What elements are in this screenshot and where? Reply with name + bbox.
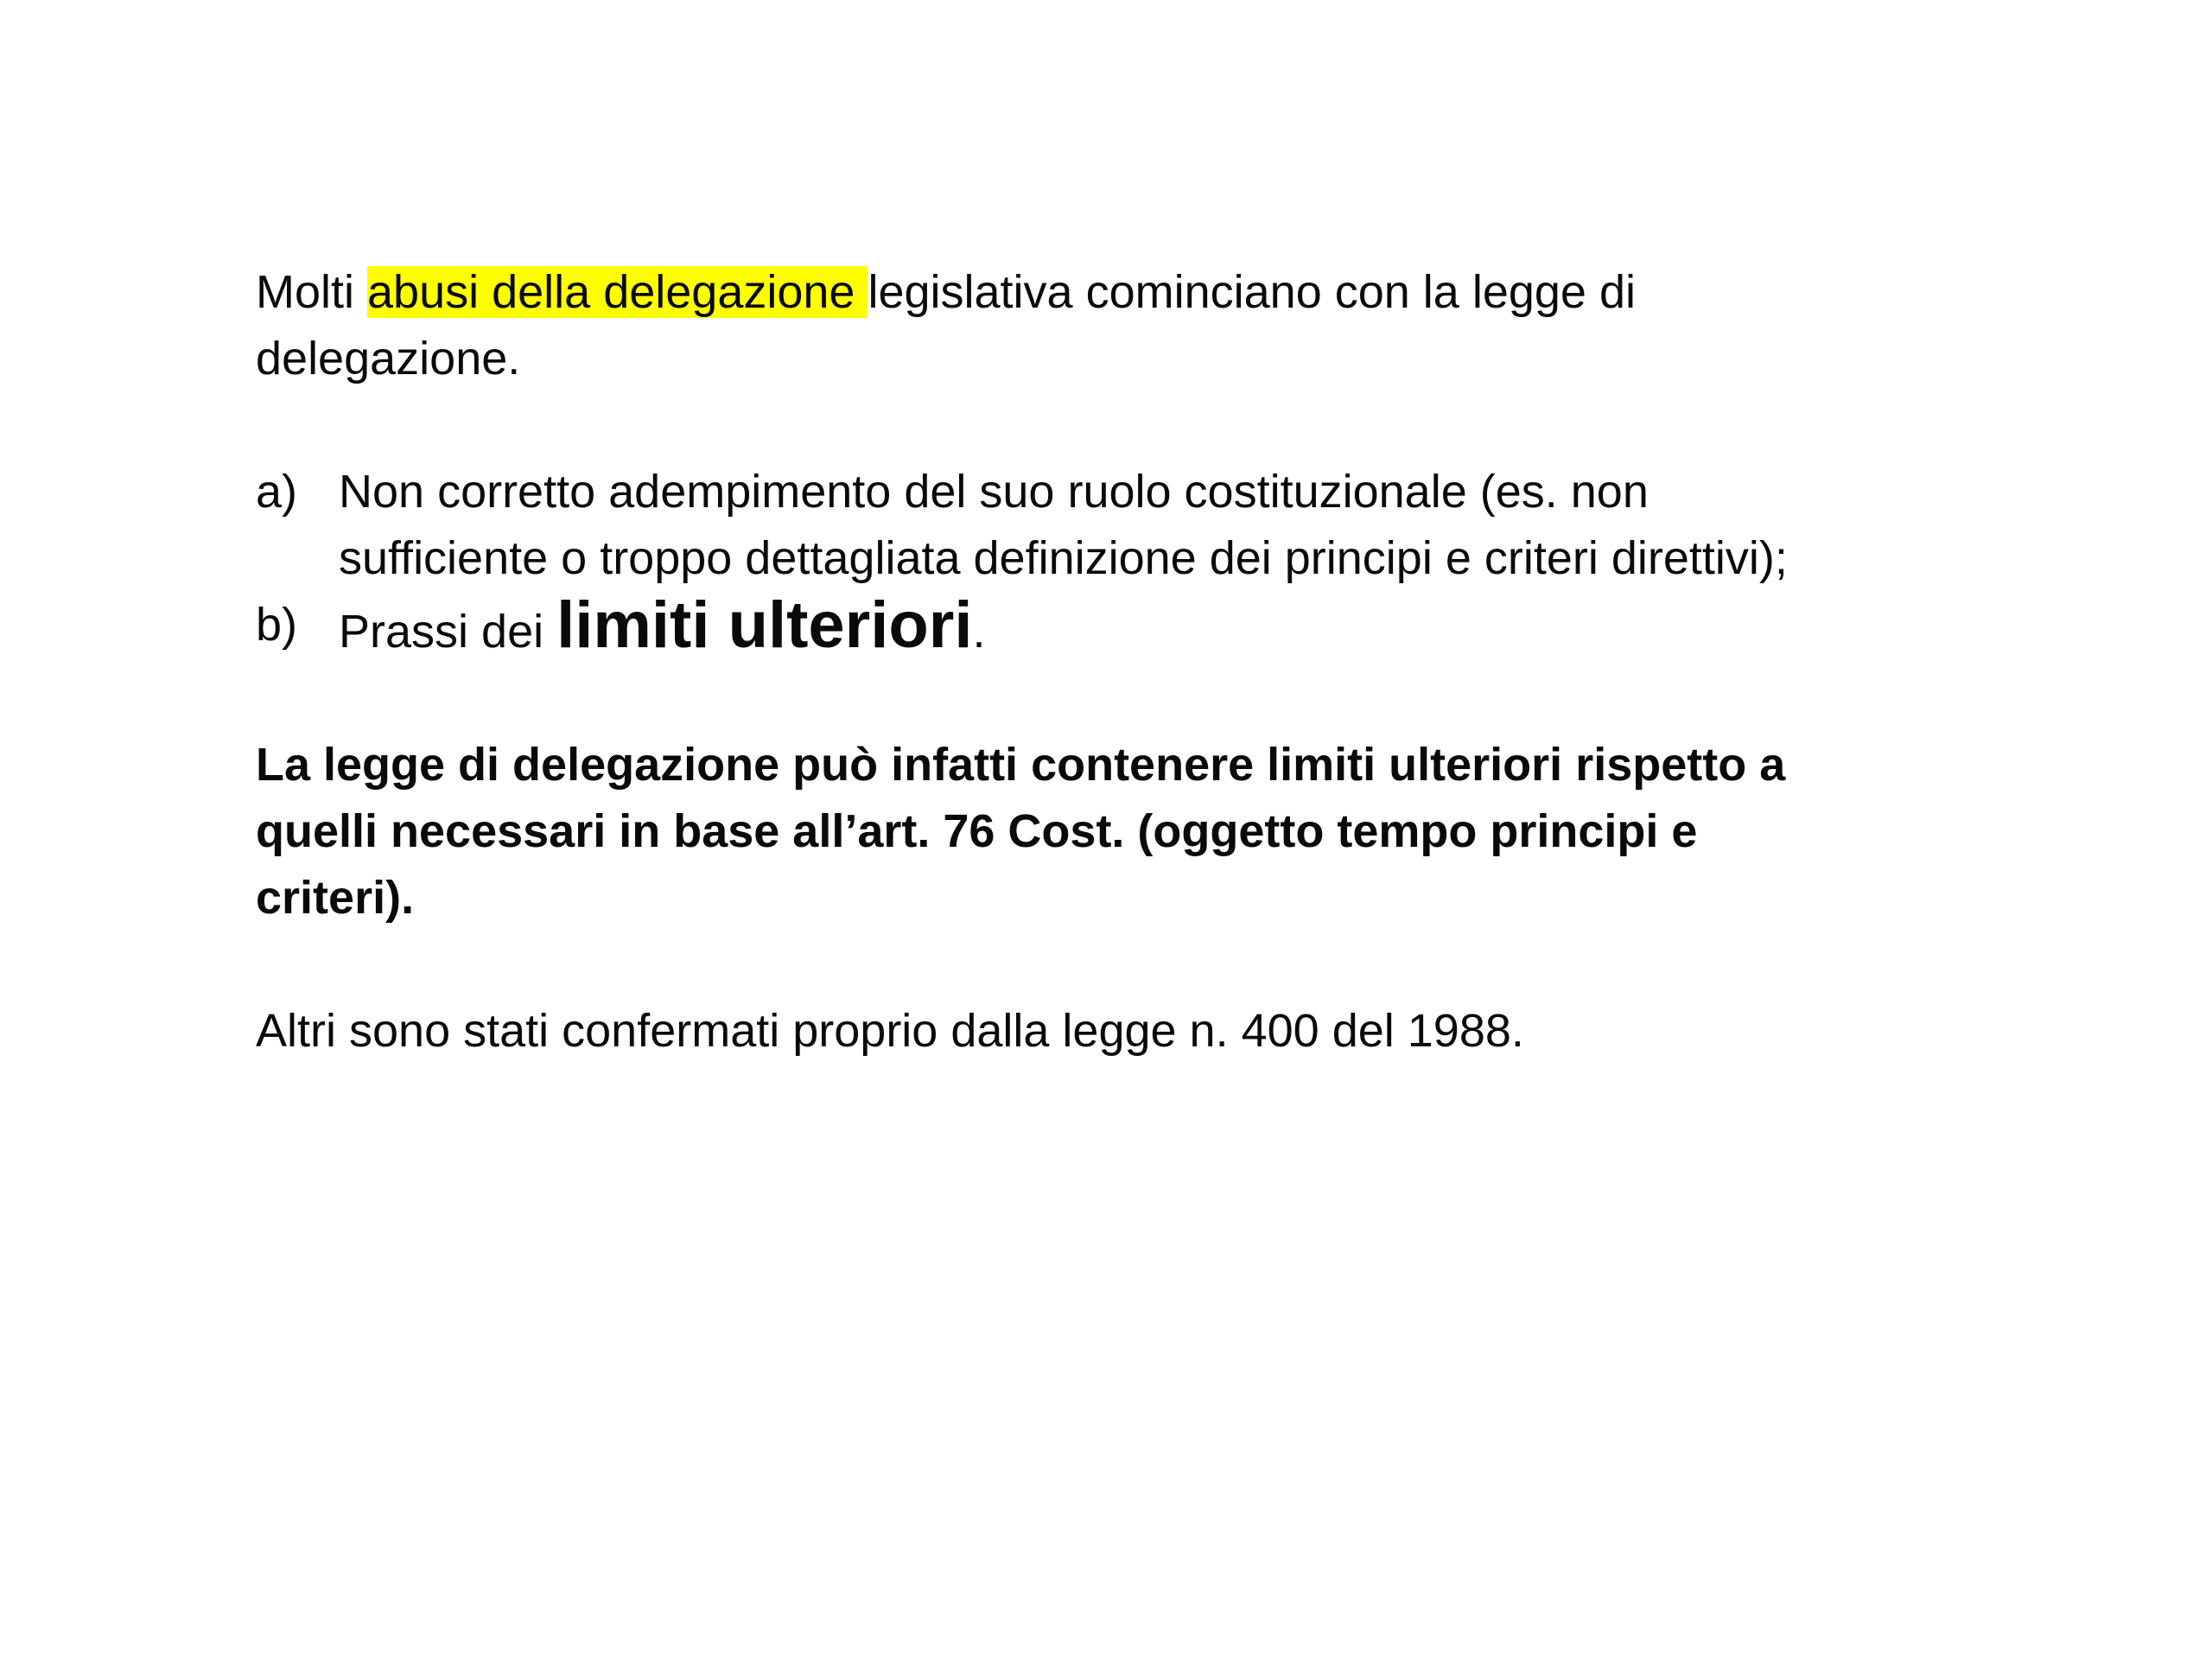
closing-paragraph: Altri sono stati confermati proprio dalla legge n. 400 del 1988. <box>256 1005 1524 1057</box>
list-item-a <box>256 459 1828 592</box>
intro-suffix: legislativa cominciano con la legge di delegazione. <box>256 266 1636 385</box>
list-marker-b: b) <box>256 599 298 651</box>
bold-paragraph: La legge di delegazione può infatti contenere limiti ulteriori rispetto a quelli necessari in base all’art. 76 Cost. (oggetto tempo principi e criteri). <box>256 739 1786 924</box>
intro-prefix: Molti <box>256 266 368 318</box>
list-marker-a: a) <box>256 466 298 518</box>
spacer <box>256 665 1828 732</box>
intro-paragraph <box>256 259 1828 392</box>
highlighted-text: abusi della delegazione <box>367 266 868 318</box>
list-item-b-prefix: Prassi dei <box>339 606 557 658</box>
spacer <box>256 931 1828 998</box>
list-item-b-emphasis: limiti ulteriori <box>556 588 973 662</box>
slide-content <box>256 259 1828 1065</box>
list-item-b <box>256 588 1828 665</box>
spacer <box>256 392 1828 459</box>
list-item-a-text: Non corretto adempimento del suo ruolo costituzionale (es. non sufficiente o troppo dettagliata definizione dei principi e criteri direttivi); <box>339 466 1788 584</box>
list-item-b-suffix: . <box>972 606 986 658</box>
